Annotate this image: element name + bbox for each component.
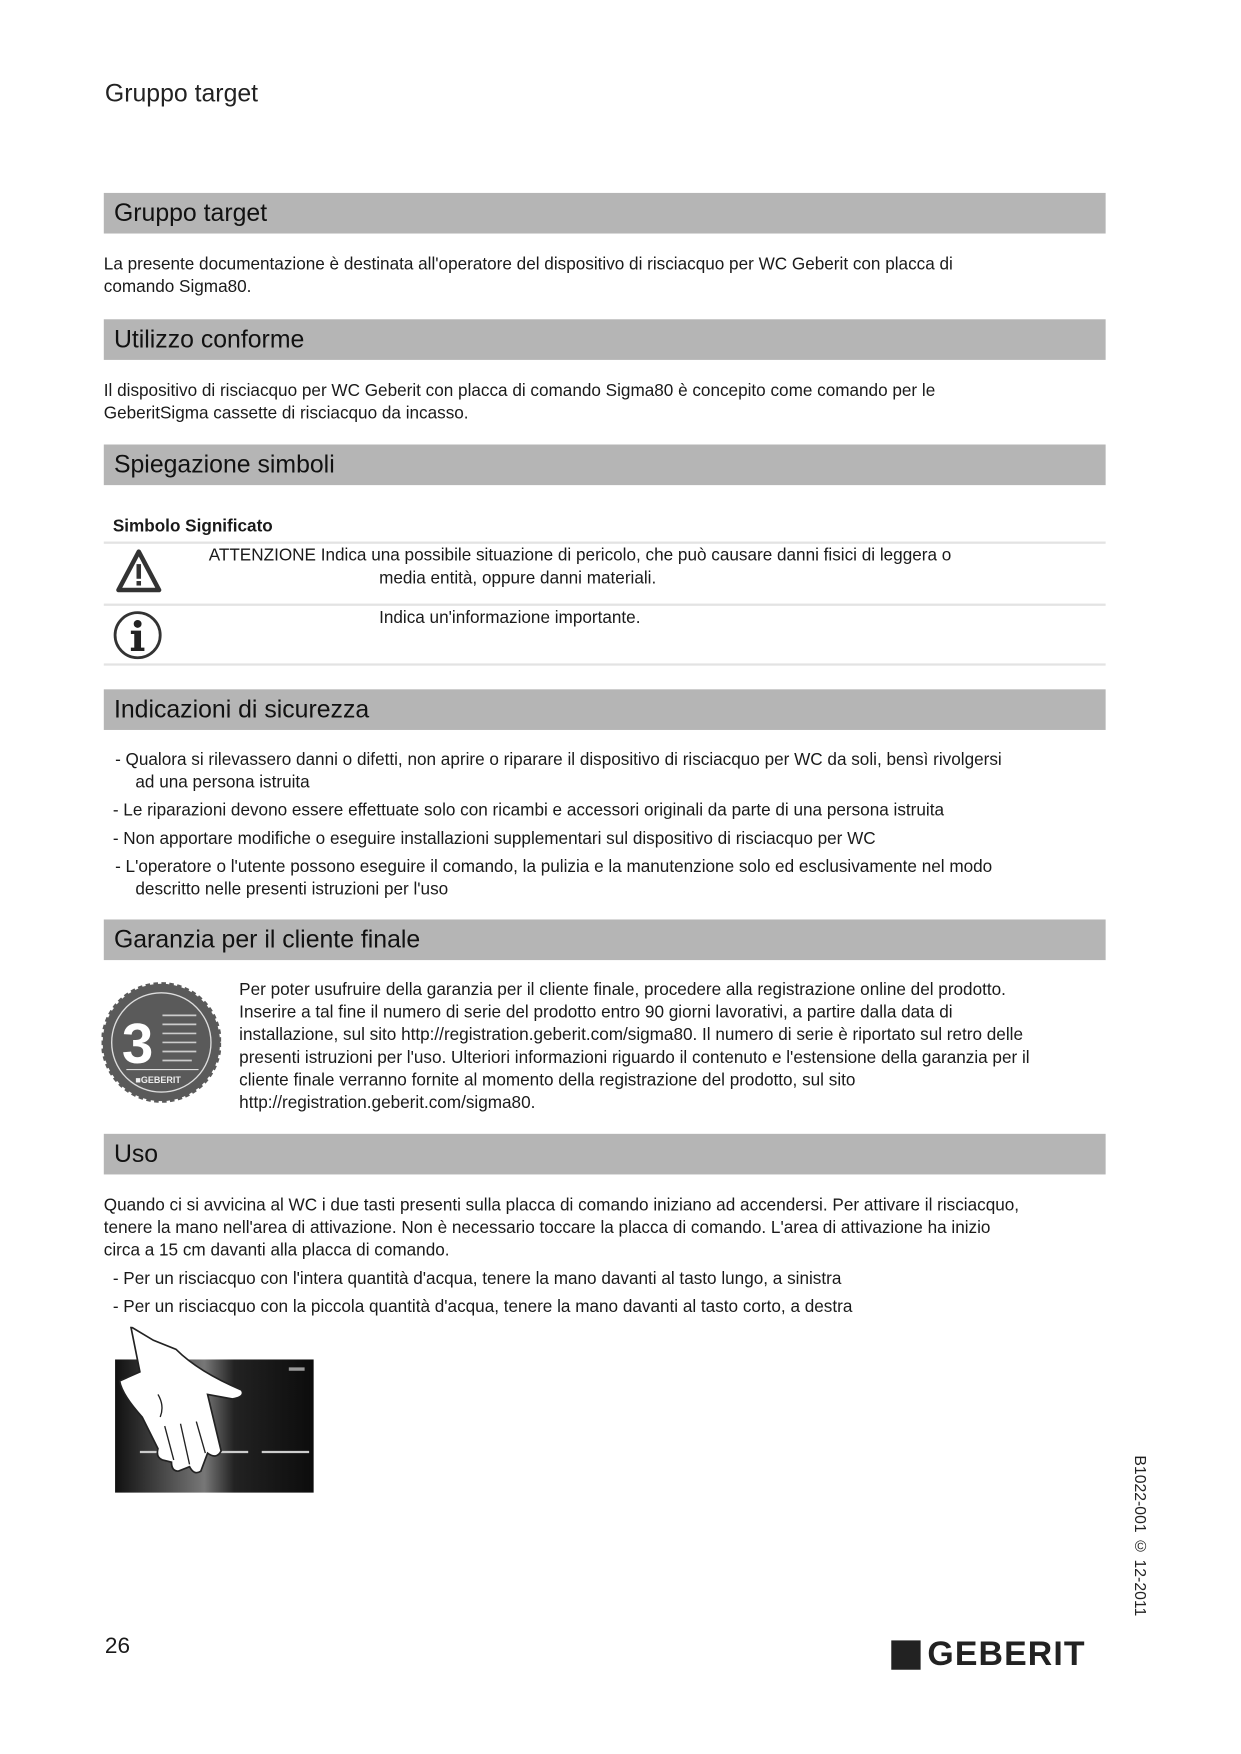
paragraph-line: La presente documentazione è destinata all'operatore del dispositivo di risciacquo per WC Geberit con placca di bbox=[103, 254, 953, 275]
page-header: Gruppo target bbox=[104, 78, 259, 108]
warranty-badge bbox=[102, 982, 222, 1104]
bullet-item: - Qualora si rilevassero danni o difetti, non aprire o riparare il dispositivo di risciacquo per WC da soli, bensì rivolgersi bbox=[115, 750, 1002, 770]
section-heading-utilizzo bbox=[104, 319, 1106, 360]
section-heading-uso bbox=[104, 1134, 1106, 1175]
bullet-item: - Per un risciacquo con l'intera quantità d'acqua, tenere la mano davanti al tasto lungo, a sinistra bbox=[112, 1269, 842, 1289]
bullet-item-cont: ad una persona istruita bbox=[135, 772, 310, 792]
heading-text: Utilizzo conforme bbox=[113, 324, 305, 354]
page-number: 26 bbox=[104, 1633, 131, 1659]
section-heading-gruppo-target bbox=[104, 193, 1106, 234]
section-heading-garanzia bbox=[104, 919, 1106, 960]
paragraph-line: comando Sigma80. bbox=[103, 277, 252, 297]
paragraph-line: cliente finale verranno fornite al momento della registrazione del prodotto, sul sito bbox=[239, 1070, 856, 1090]
divider bbox=[104, 663, 1106, 665]
paragraph-line: presenti istruzioni per l'uso. Ulteriori informazioni riguardo il contenuto e l'estensione della garanzia per il bbox=[239, 1048, 1030, 1068]
paragraph-line: http://registration.geberit.com/sigma80. bbox=[239, 1093, 536, 1113]
section-heading-sicurezza bbox=[104, 689, 1106, 730]
paragraph-line: installazione, sul sito http://registration.geberit.com/sigma80. Il numero di serie è riportato sul retro delle bbox=[239, 1025, 1023, 1045]
paragraph-line: Inserire a tal fine il numero di serie del prodotto entro 90 giorni lavorativi, a partire dalla data di bbox=[239, 1002, 953, 1023]
symbol-meaning-line: ATTENZIONE Indica una possibile situazione di pericolo, che può causare danni fisici di leggera o bbox=[208, 546, 952, 566]
bullet-item: - Le riparazioni devono essere effettuate solo con ricambi e accessori originali da parte di una persona istruita bbox=[112, 801, 945, 821]
bullet-item-cont: descritto nelle presenti istruzioni per l'uso bbox=[135, 879, 449, 900]
warning-triangle-icon bbox=[115, 548, 162, 593]
paragraph-line: Il dispositivo di risciacquo per WC Geberit con placca di comando Sigma80 è concepito come comando per le bbox=[103, 381, 936, 401]
svg-text:3: 3 bbox=[121, 1011, 154, 1075]
divider bbox=[104, 542, 1106, 544]
symbol-meaning-line: Indica un'informazione importante. bbox=[379, 608, 641, 628]
symbol-table-header: Simbolo Significato bbox=[112, 516, 273, 536]
hand-over-control-plate-illustration bbox=[108, 1327, 318, 1496]
heading-text: Gruppo target bbox=[113, 198, 268, 227]
logo-text: GEBERIT bbox=[927, 1635, 1086, 1674]
heading-text: Spiegazione simboli bbox=[113, 450, 335, 479]
paragraph-line: GeberitSigma cassette di risciacquo da incasso. bbox=[103, 403, 469, 424]
bullet-item: - Per un risciacquo con la piccola quantità d'acqua, tenere la mano davanti al tasto corto, a destra bbox=[112, 1297, 853, 1317]
document-code: B1022-001 © 12-2011 bbox=[1131, 1455, 1150, 1617]
paragraph-line: Per poter usufruire della garanzia per il cliente finale, procedere alla registrazione online del prodotto. bbox=[239, 980, 1006, 1000]
paragraph-line: tenere la mano nell'area di attivazione. Non è necessario toccare la placca di comando. L'area di attivazione ha inizio bbox=[103, 1218, 991, 1238]
paragraph-line: circa a 15 cm davanti alla placca di comando. bbox=[103, 1241, 450, 1261]
symbol-meaning-line: media entità, oppure danni materiali. bbox=[379, 568, 657, 588]
logo-square bbox=[891, 1640, 920, 1669]
bullet-item: - Non apportare modifiche o eseguire installazioni supplementari sul dispositivo di risciacquo per WC bbox=[112, 829, 876, 849]
bullet-item: - L'operatore o l'utente possono eseguire il comando, la pulizia e la manutenzione solo ed esclusivamente nel modo bbox=[115, 857, 993, 877]
svg-text:■GEBERIT: ■GEBERIT bbox=[135, 1075, 181, 1086]
section-heading-simboli bbox=[104, 445, 1106, 486]
paragraph-line: Quando ci si avvicina al WC i due tasti presenti sulla placca di comando iniziano ad accendersi. Per attivare il risciacquo, bbox=[103, 1195, 1020, 1216]
heading-text: Garanzia per il cliente finale bbox=[113, 925, 421, 954]
geberit-logo bbox=[891, 1636, 1085, 1674]
divider bbox=[104, 604, 1106, 606]
info-circle-icon bbox=[113, 610, 163, 660]
heading-text: Indicazioni di sicurezza bbox=[113, 694, 370, 724]
heading-text: Uso bbox=[113, 1139, 159, 1168]
